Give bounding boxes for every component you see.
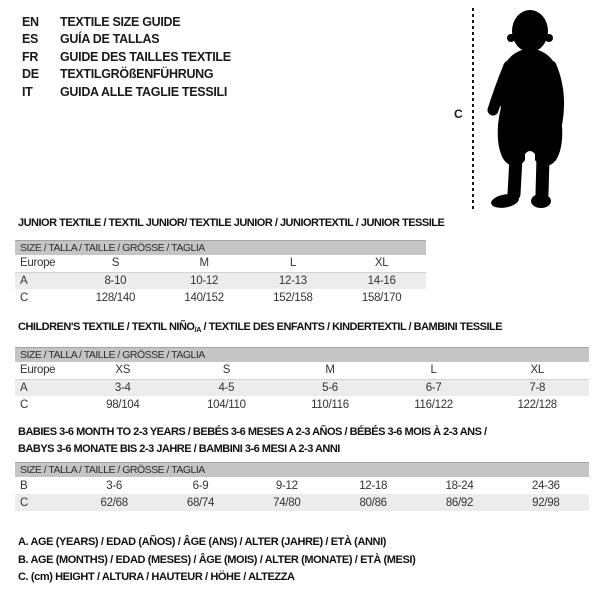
table-cell: 62/68 bbox=[100, 496, 128, 509]
language-code: ES bbox=[22, 32, 39, 47]
language-label: TEXTILGRÖßENFÜHRUNG bbox=[60, 67, 214, 82]
table-cell: 24-36 bbox=[531, 479, 560, 492]
footnote-a: A. AGE (YEARS) / EDAD (AÑOS) / ÂGE (ANS) / ALTER (JAHRE) / ETÀ (ANNI) bbox=[18, 536, 386, 548]
table-cell: 128/140 bbox=[95, 291, 136, 304]
table-cell: M bbox=[278, 362, 382, 379]
table-cell: XL bbox=[485, 362, 589, 379]
size-header-bar: SIZE / TALLA / TAILLE / GRÖSSE / TAGLIA bbox=[15, 462, 589, 477]
table-cell: 10-12 bbox=[190, 274, 219, 287]
table-row-height bbox=[15, 289, 426, 306]
babies-table-title bbox=[18, 424, 538, 458]
language-label: GUIDA ALLE TAGLIE TESSILI bbox=[60, 84, 228, 99]
table-cell: 92/98 bbox=[532, 496, 560, 509]
table-cell: 152/158 bbox=[273, 291, 313, 304]
row-label: Europe bbox=[15, 362, 71, 379]
table-cell: 7-8 bbox=[529, 381, 546, 394]
table-cell: 110/116 bbox=[311, 398, 349, 411]
table-cell: 18-24 bbox=[445, 479, 474, 492]
language-code: IT bbox=[22, 84, 33, 99]
babies-title-line1: BABIES 3-6 MONTH TO 2-3 YEARS / BEBÉS 3-6 MESES A 2-3 AÑOS / BÉBÉS 3-6 MOIS À 2-3 ANS / bbox=[18, 426, 487, 438]
height-measure-label: C bbox=[454, 107, 463, 121]
babies-table-grid bbox=[15, 477, 589, 511]
language-label: TEXTILE SIZE GUIDE bbox=[60, 14, 181, 29]
language-label: GUÍA DE TALLAS bbox=[60, 32, 160, 47]
table-cell: 5-6 bbox=[322, 381, 338, 394]
junior-table-title: JUNIOR TEXTILE / TEXTIL JUNIOR/ TEXTILE JUNIOR / JUNIORTEXTIL / JUNIOR TESSILE bbox=[18, 217, 445, 229]
table-cell: 4-5 bbox=[218, 381, 235, 394]
row-label: A bbox=[20, 274, 28, 287]
table-row-age-months bbox=[15, 477, 589, 494]
table-row-europe bbox=[15, 362, 589, 379]
footnote-b: B. AGE (MONTHS) / EDAD (MESES) / ÂGE (MOIS) / ALTER (MONATE) / ETÀ (MESI) bbox=[18, 553, 416, 566]
baby-silhouette-icon bbox=[484, 8, 576, 210]
row-label: A bbox=[20, 381, 28, 394]
children-title-prefix: CHILDREN'S TEXTILE / TEXTIL NIÑO bbox=[18, 321, 195, 333]
row-label: C bbox=[20, 496, 29, 509]
children-table-grid bbox=[15, 362, 589, 413]
table-cell: 9-12 bbox=[275, 479, 298, 492]
table-cell: XL bbox=[337, 255, 426, 272]
table-cell: S bbox=[175, 362, 279, 379]
babies-size-table bbox=[15, 462, 589, 511]
junior-table-grid bbox=[15, 255, 426, 306]
language-code: DE bbox=[22, 67, 39, 82]
table-cell: 98/104 bbox=[106, 398, 140, 411]
children-title-subscript: /A bbox=[194, 325, 201, 334]
table-cell: 6-9 bbox=[192, 479, 209, 492]
table-cell: S bbox=[71, 255, 160, 272]
table-cell: 12-13 bbox=[278, 274, 307, 287]
table-cell: 116/122 bbox=[414, 398, 453, 411]
table-cell: 6-7 bbox=[425, 381, 442, 394]
table-cell: L bbox=[249, 255, 338, 272]
language-row-de bbox=[22, 66, 231, 84]
babies-title-line2: BABYS 3-6 MONATE BIS 2-3 JAHRE / BAMBINI 3-6 MESI A 2-3 ANNI bbox=[18, 443, 340, 455]
table-cell: 122/128 bbox=[517, 398, 557, 411]
size-header-bar: SIZE / TALLA / TAILLE / GRÖSSE / TAGLIA bbox=[15, 240, 426, 255]
row-label: B bbox=[20, 479, 28, 492]
row-label: C bbox=[20, 398, 29, 411]
table-cell: 3-6 bbox=[106, 479, 123, 492]
language-row-it bbox=[22, 83, 231, 101]
children-size-table bbox=[15, 347, 589, 413]
table-row-age bbox=[15, 272, 426, 289]
table-row-height bbox=[15, 396, 589, 413]
language-code: FR bbox=[22, 49, 39, 64]
language-row-es bbox=[22, 31, 231, 49]
table-cell: 68/74 bbox=[186, 496, 215, 509]
table-cell: 158/170 bbox=[361, 291, 402, 304]
table-row-age bbox=[15, 379, 589, 396]
language-row-en bbox=[22, 13, 231, 31]
children-table-title bbox=[18, 321, 502, 334]
table-cell: 86/92 bbox=[445, 496, 474, 509]
table-cell: M bbox=[160, 255, 249, 272]
table-cell: 3-4 bbox=[114, 381, 131, 394]
children-title-suffix: / TEXTILE DES ENFANTS / KINDERTEXTIL / BAMBINI TESSILE bbox=[200, 321, 503, 333]
table-cell: 74/80 bbox=[273, 496, 301, 509]
language-row-fr bbox=[22, 48, 231, 66]
row-label: Europe bbox=[15, 255, 71, 272]
table-cell: 14-16 bbox=[367, 274, 396, 287]
height-measure-dashed-line bbox=[472, 8, 474, 210]
table-cell: L bbox=[382, 362, 486, 379]
language-list bbox=[22, 13, 231, 101]
table-cell: 80/86 bbox=[359, 496, 387, 509]
table-cell: 8-10 bbox=[104, 274, 127, 287]
table-cell: 12-18 bbox=[359, 479, 388, 492]
row-label: C bbox=[20, 291, 29, 304]
junior-size-table bbox=[15, 240, 426, 306]
footnote-c: C. (cm) HEIGHT / ALTURA / HAUTEUR / HÖHE / ALTEZZA bbox=[18, 571, 295, 583]
language-label: GUIDE DES TAILLES TEXTILE bbox=[60, 49, 231, 64]
table-cell: XS bbox=[71, 362, 175, 379]
table-cell: 140/152 bbox=[184, 291, 224, 304]
size-header-bar: SIZE / TALLA / TAILLE / GRÖSSE / TAGLIA bbox=[15, 347, 589, 362]
table-row-europe bbox=[15, 255, 426, 272]
table-row-height bbox=[15, 494, 589, 511]
language-code: EN bbox=[22, 14, 39, 29]
table-cell: 104/110 bbox=[207, 398, 246, 411]
footnotes bbox=[18, 534, 415, 587]
